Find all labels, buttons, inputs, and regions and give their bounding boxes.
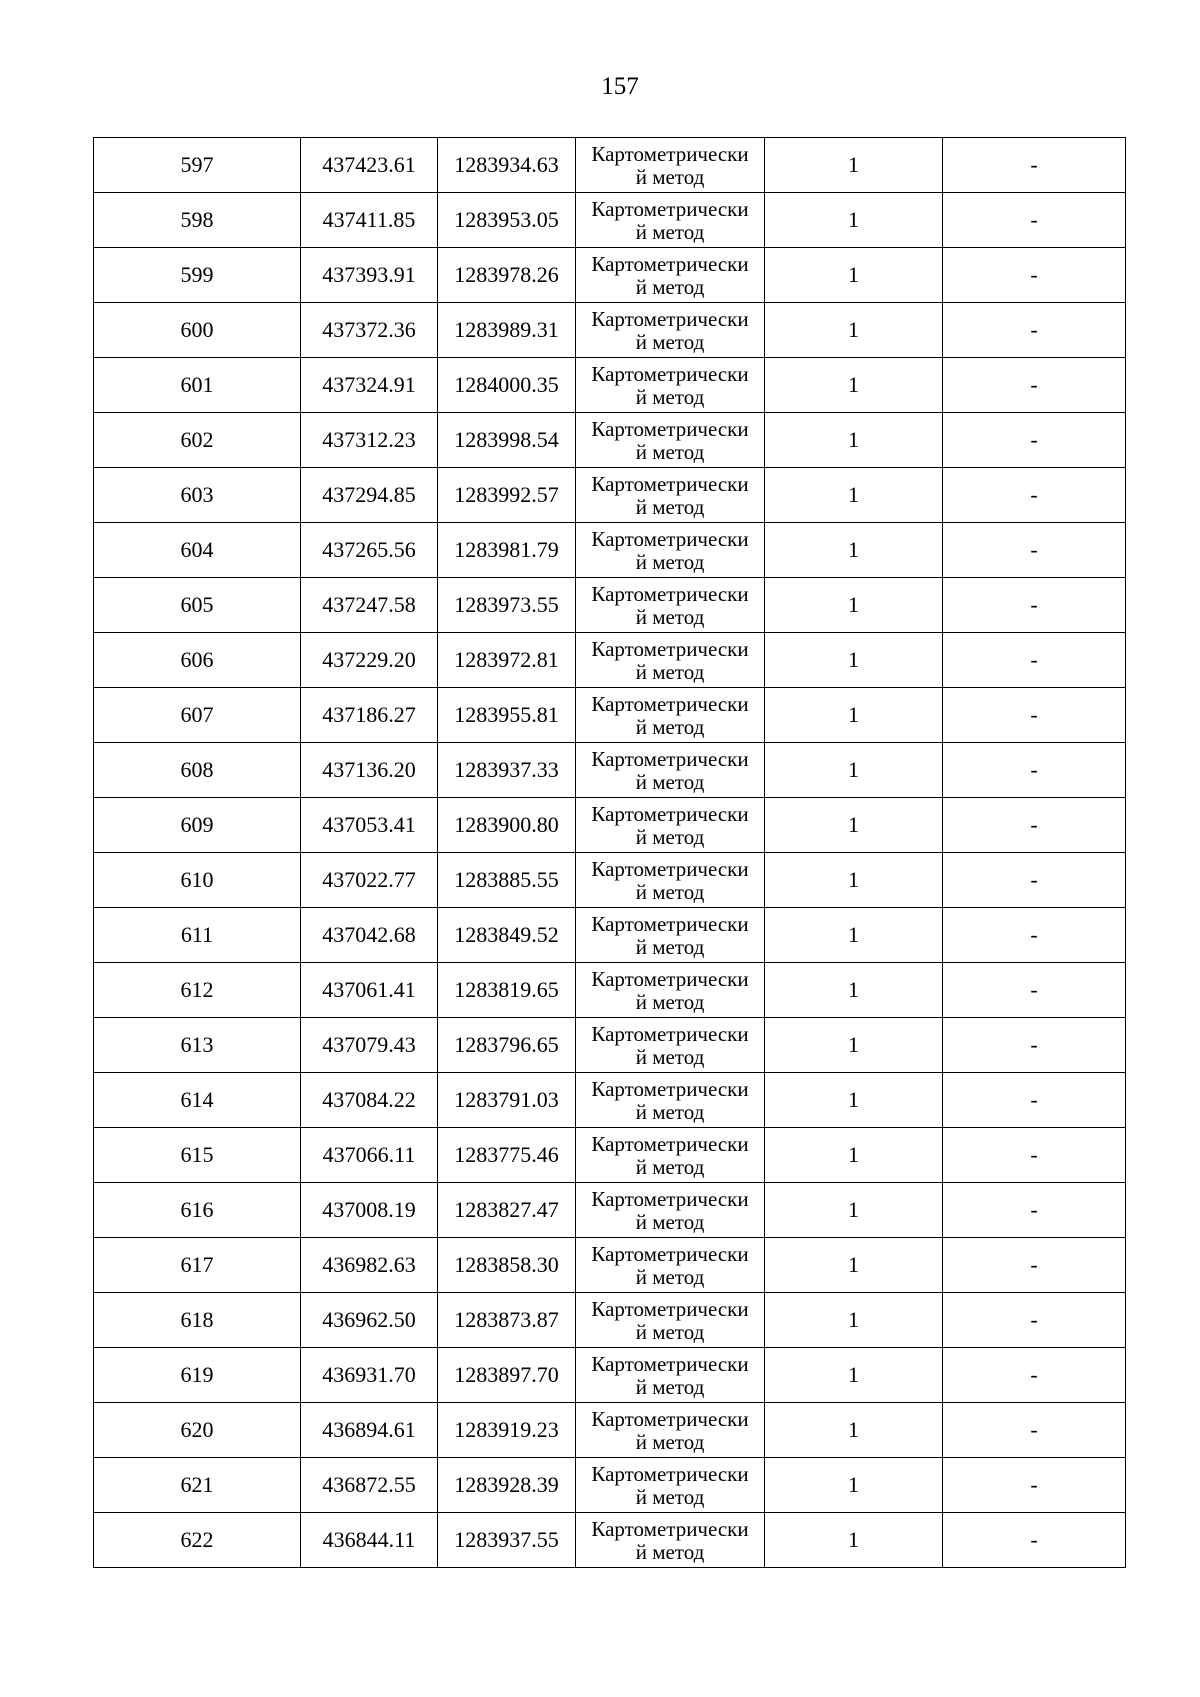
method-text-line-1: Картометрически <box>591 857 749 881</box>
method-text-line-1: Картометрически <box>591 582 749 606</box>
table-row <box>94 908 1126 963</box>
accuracy-cell: 1 <box>765 1293 943 1348</box>
table-row <box>94 1018 1126 1073</box>
point-number-cell: 611 <box>94 908 301 963</box>
x-coordinate-cell: 437079.43 <box>301 1018 438 1073</box>
accuracy-cell: 1 <box>765 633 943 688</box>
x-coordinate-cell: 437393.91 <box>301 248 438 303</box>
point-number-cell: 597 <box>94 138 301 193</box>
point-number-cell: 621 <box>94 1458 301 1513</box>
method-cell <box>576 248 765 303</box>
method-text-line-2: й метод <box>635 165 705 189</box>
method-cell <box>576 523 765 578</box>
table-row <box>94 1073 1126 1128</box>
method-cell <box>576 743 765 798</box>
method-text-line-2: й метод <box>635 1100 705 1124</box>
point-number-cell: 601 <box>94 358 301 413</box>
method-text-line-2: й метод <box>635 1375 705 1399</box>
table-row <box>94 358 1126 413</box>
accuracy-cell: 1 <box>765 908 943 963</box>
x-coordinate-cell: 437372.36 <box>301 303 438 358</box>
table-row <box>94 688 1126 743</box>
note-cell: - <box>943 853 1126 908</box>
x-coordinate-cell: 437008.19 <box>301 1183 438 1238</box>
y-coordinate-cell: 1283858.30 <box>438 1238 576 1293</box>
y-coordinate-cell: 1283900.80 <box>438 798 576 853</box>
point-number-cell: 616 <box>94 1183 301 1238</box>
x-coordinate-cell: 437265.56 <box>301 523 438 578</box>
x-coordinate-cell: 437053.41 <box>301 798 438 853</box>
method-cell <box>576 193 765 248</box>
method-text-line-1: Картометрически <box>591 1297 749 1321</box>
y-coordinate-cell: 1283989.31 <box>438 303 576 358</box>
method-text-line-2: й метод <box>635 275 705 299</box>
y-coordinate-cell: 1283934.63 <box>438 138 576 193</box>
note-cell: - <box>943 1238 1126 1293</box>
method-cell <box>576 1458 765 1513</box>
accuracy-cell: 1 <box>765 1348 943 1403</box>
method-cell <box>576 358 765 413</box>
y-coordinate-cell: 1283972.81 <box>438 633 576 688</box>
method-text-line-1: Картометрически <box>591 1187 749 1211</box>
table-row <box>94 633 1126 688</box>
method-text-line-2: й метод <box>635 550 705 574</box>
note-cell: - <box>943 1073 1126 1128</box>
y-coordinate-cell: 1283819.65 <box>438 963 576 1018</box>
note-cell: - <box>943 1128 1126 1183</box>
point-number-cell: 604 <box>94 523 301 578</box>
table-row <box>94 523 1126 578</box>
method-cell <box>576 1183 765 1238</box>
coordinates-table-body <box>94 138 1126 1568</box>
x-coordinate-cell: 436894.61 <box>301 1403 438 1458</box>
note-cell: - <box>943 248 1126 303</box>
method-text-line-1: Картометрически <box>591 637 749 661</box>
note-cell: - <box>943 303 1126 358</box>
note-cell: - <box>943 468 1126 523</box>
method-text-line-1: Картометрически <box>591 802 749 826</box>
accuracy-cell: 1 <box>765 1018 943 1073</box>
method-text-line-1: Картометрически <box>591 472 749 496</box>
method-text-line-2: й метод <box>635 1155 705 1179</box>
x-coordinate-cell: 437186.27 <box>301 688 438 743</box>
point-number-cell: 622 <box>94 1513 301 1568</box>
accuracy-cell: 1 <box>765 193 943 248</box>
accuracy-cell: 1 <box>765 743 943 798</box>
table-row <box>94 1348 1126 1403</box>
method-cell <box>576 1403 765 1458</box>
note-cell: - <box>943 1183 1126 1238</box>
method-text-line-2: й метод <box>635 1430 705 1454</box>
note-cell: - <box>943 578 1126 633</box>
method-cell <box>576 798 765 853</box>
x-coordinate-cell: 437061.41 <box>301 963 438 1018</box>
accuracy-cell: 1 <box>765 1128 943 1183</box>
point-number-cell: 620 <box>94 1403 301 1458</box>
table-row <box>94 578 1126 633</box>
point-number-cell: 612 <box>94 963 301 1018</box>
table-row <box>94 743 1126 798</box>
method-text-line-2: й метод <box>635 770 705 794</box>
x-coordinate-cell: 437411.85 <box>301 193 438 248</box>
method-text-line-2: й метод <box>635 1485 705 1509</box>
method-cell <box>576 303 765 358</box>
note-cell: - <box>943 413 1126 468</box>
method-text-line-1: Картометрически <box>591 1517 749 1541</box>
y-coordinate-cell: 1283992.57 <box>438 468 576 523</box>
x-coordinate-cell: 437229.20 <box>301 633 438 688</box>
accuracy-cell: 1 <box>765 358 943 413</box>
table-row <box>94 303 1126 358</box>
x-coordinate-cell: 436962.50 <box>301 1293 438 1348</box>
method-text-line-1: Картометрически <box>591 1077 749 1101</box>
y-coordinate-cell: 1284000.35 <box>438 358 576 413</box>
y-coordinate-cell: 1283791.03 <box>438 1073 576 1128</box>
table-row <box>94 1293 1126 1348</box>
point-number-cell: 608 <box>94 743 301 798</box>
accuracy-cell: 1 <box>765 1513 943 1568</box>
x-coordinate-cell: 436844.11 <box>301 1513 438 1568</box>
method-cell <box>576 1018 765 1073</box>
method-text-line-1: Картометрически <box>591 197 749 221</box>
note-cell: - <box>943 1458 1126 1513</box>
x-coordinate-cell: 437042.68 <box>301 908 438 963</box>
method-text-line-2: й метод <box>635 220 705 244</box>
method-text-line-2: й метод <box>635 1210 705 1234</box>
method-cell <box>576 468 765 523</box>
y-coordinate-cell: 1283973.55 <box>438 578 576 633</box>
method-cell <box>576 1293 765 1348</box>
note-cell: - <box>943 633 1126 688</box>
method-text-line-1: Картометрически <box>591 1352 749 1376</box>
point-number-cell: 610 <box>94 853 301 908</box>
page-number: 157 <box>601 73 639 100</box>
note-cell: - <box>943 1293 1126 1348</box>
table-row <box>94 853 1126 908</box>
note-cell: - <box>943 1403 1126 1458</box>
x-coordinate-cell: 437312.23 <box>301 413 438 468</box>
y-coordinate-cell: 1283955.81 <box>438 688 576 743</box>
point-number-cell: 605 <box>94 578 301 633</box>
method-text-line-2: й метод <box>635 605 705 629</box>
y-coordinate-cell: 1283885.55 <box>438 853 576 908</box>
method-text-line-2: й метод <box>635 660 705 684</box>
point-number-cell: 599 <box>94 248 301 303</box>
y-coordinate-cell: 1283873.87 <box>438 1293 576 1348</box>
method-cell <box>576 633 765 688</box>
point-number-cell: 598 <box>94 193 301 248</box>
method-text-line-2: й метод <box>635 1320 705 1344</box>
method-text-line-1: Картометрически <box>591 1132 749 1156</box>
method-text-line-1: Картометрически <box>591 527 749 551</box>
coordinates-table <box>93 137 1126 1568</box>
method-text-line-2: й метод <box>635 330 705 354</box>
y-coordinate-cell: 1283928.39 <box>438 1458 576 1513</box>
table-row <box>94 248 1126 303</box>
table-row <box>94 1238 1126 1293</box>
point-number-cell: 600 <box>94 303 301 358</box>
method-text-line-2: й метод <box>635 440 705 464</box>
x-coordinate-cell: 437066.11 <box>301 1128 438 1183</box>
note-cell: - <box>943 193 1126 248</box>
y-coordinate-cell: 1283796.65 <box>438 1018 576 1073</box>
y-coordinate-cell: 1283953.05 <box>438 193 576 248</box>
note-cell: - <box>943 1018 1126 1073</box>
x-coordinate-cell: 437022.77 <box>301 853 438 908</box>
y-coordinate-cell: 1283897.70 <box>438 1348 576 1403</box>
table-row <box>94 1403 1126 1458</box>
method-text-line-1: Картометрически <box>591 307 749 331</box>
y-coordinate-cell: 1283937.33 <box>438 743 576 798</box>
point-number-cell: 619 <box>94 1348 301 1403</box>
accuracy-cell: 1 <box>765 468 943 523</box>
accuracy-cell: 1 <box>765 1073 943 1128</box>
accuracy-cell: 1 <box>765 303 943 358</box>
point-number-cell: 603 <box>94 468 301 523</box>
accuracy-cell: 1 <box>765 248 943 303</box>
point-number-cell: 618 <box>94 1293 301 1348</box>
x-coordinate-cell: 437084.22 <box>301 1073 438 1128</box>
method-cell <box>576 1073 765 1128</box>
method-cell <box>576 1238 765 1293</box>
x-coordinate-cell: 437324.91 <box>301 358 438 413</box>
y-coordinate-cell: 1283998.54 <box>438 413 576 468</box>
x-coordinate-cell: 437423.61 <box>301 138 438 193</box>
accuracy-cell: 1 <box>765 853 943 908</box>
y-coordinate-cell: 1283827.47 <box>438 1183 576 1238</box>
table-row <box>94 138 1126 193</box>
method-cell <box>576 963 765 1018</box>
table-row <box>94 1458 1126 1513</box>
point-number-cell: 615 <box>94 1128 301 1183</box>
accuracy-cell: 1 <box>765 798 943 853</box>
accuracy-cell: 1 <box>765 413 943 468</box>
method-text-line-2: й метод <box>635 825 705 849</box>
table-row <box>94 468 1126 523</box>
accuracy-cell: 1 <box>765 523 943 578</box>
x-coordinate-cell: 437294.85 <box>301 468 438 523</box>
x-coordinate-cell: 437247.58 <box>301 578 438 633</box>
method-text-line-2: й метод <box>635 935 705 959</box>
method-text-line-1: Картометрически <box>591 252 749 276</box>
table-row <box>94 963 1126 1018</box>
method-cell <box>576 1513 765 1568</box>
method-text-line-2: й метод <box>635 990 705 1014</box>
table-row <box>94 1128 1126 1183</box>
y-coordinate-cell: 1283849.52 <box>438 908 576 963</box>
method-text-line-1: Картометрически <box>591 417 749 441</box>
x-coordinate-cell: 436931.70 <box>301 1348 438 1403</box>
note-cell: - <box>943 358 1126 413</box>
method-text-line-1: Картометрически <box>591 1407 749 1431</box>
note-cell: - <box>943 138 1126 193</box>
accuracy-cell: 1 <box>765 1238 943 1293</box>
method-text-line-1: Картометрически <box>591 692 749 716</box>
method-cell <box>576 688 765 743</box>
method-text-line-2: й метод <box>635 1540 705 1564</box>
accuracy-cell: 1 <box>765 1403 943 1458</box>
method-text-line-1: Картометрически <box>591 912 749 936</box>
method-cell <box>576 1348 765 1403</box>
method-text-line-2: й метод <box>635 1265 705 1289</box>
method-text-line-1: Картометрически <box>591 967 749 991</box>
method-text-line-2: й метод <box>635 715 705 739</box>
method-text-line-1: Картометрически <box>591 1242 749 1266</box>
method-text-line-2: й метод <box>635 880 705 904</box>
method-text-line-1: Картометрически <box>591 142 749 166</box>
point-number-cell: 602 <box>94 413 301 468</box>
note-cell: - <box>943 1348 1126 1403</box>
note-cell: - <box>943 908 1126 963</box>
x-coordinate-cell: 437136.20 <box>301 743 438 798</box>
y-coordinate-cell: 1283981.79 <box>438 523 576 578</box>
y-coordinate-cell: 1283978.26 <box>438 248 576 303</box>
method-cell <box>576 853 765 908</box>
method-text-line-1: Картометрически <box>591 747 749 771</box>
method-cell <box>576 138 765 193</box>
method-text-line-1: Картометрически <box>591 1462 749 1486</box>
note-cell: - <box>943 1513 1126 1568</box>
accuracy-cell: 1 <box>765 1183 943 1238</box>
table-row <box>94 798 1126 853</box>
method-text-line-2: й метод <box>635 495 705 519</box>
point-number-cell: 606 <box>94 633 301 688</box>
note-cell: - <box>943 963 1126 1018</box>
point-number-cell: 609 <box>94 798 301 853</box>
note-cell: - <box>943 798 1126 853</box>
y-coordinate-cell: 1283937.55 <box>438 1513 576 1568</box>
method-text-line-1: Картометрически <box>591 362 749 386</box>
table-row <box>94 193 1126 248</box>
point-number-cell: 607 <box>94 688 301 743</box>
y-coordinate-cell: 1283775.46 <box>438 1128 576 1183</box>
note-cell: - <box>943 523 1126 578</box>
method-cell <box>576 578 765 633</box>
accuracy-cell: 1 <box>765 1458 943 1513</box>
accuracy-cell: 1 <box>765 578 943 633</box>
y-coordinate-cell: 1283919.23 <box>438 1403 576 1458</box>
x-coordinate-cell: 436872.55 <box>301 1458 438 1513</box>
x-coordinate-cell: 436982.63 <box>301 1238 438 1293</box>
accuracy-cell: 1 <box>765 963 943 1018</box>
point-number-cell: 613 <box>94 1018 301 1073</box>
method-cell <box>576 1128 765 1183</box>
method-cell <box>576 908 765 963</box>
table-row <box>94 1183 1126 1238</box>
method-text-line-2: й метод <box>635 1045 705 1069</box>
point-number-cell: 614 <box>94 1073 301 1128</box>
note-cell: - <box>943 743 1126 798</box>
accuracy-cell: 1 <box>765 688 943 743</box>
point-number-cell: 617 <box>94 1238 301 1293</box>
method-text-line-2: й метод <box>635 385 705 409</box>
accuracy-cell: 1 <box>765 138 943 193</box>
table-row <box>94 413 1126 468</box>
table-row <box>94 1513 1126 1568</box>
method-cell <box>576 413 765 468</box>
method-text-line-1: Картометрически <box>591 1022 749 1046</box>
note-cell: - <box>943 688 1126 743</box>
